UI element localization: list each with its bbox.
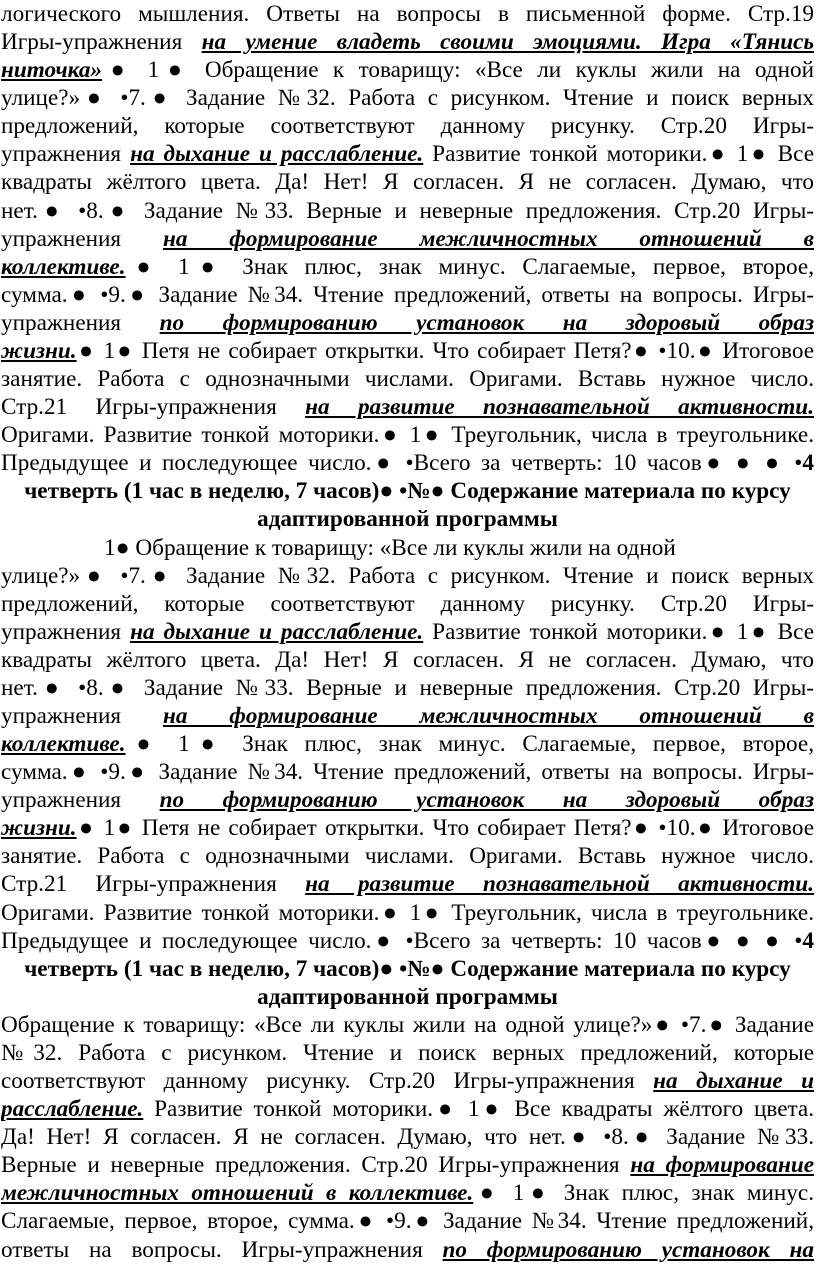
text-line	[1, 504, 814, 534]
text-line	[1, 673, 814, 703]
text-line	[1, 1010, 814, 1040]
text-line	[1, 561, 814, 591]
emphasis-text: по формированию установок на	[442, 1236, 814, 1263]
text-segment: ● 1● Петя не собирает открытки. Что собирает Петя?● •10.● Итоговое	[76, 815, 814, 842]
text-line	[1, 139, 814, 169]
text-line	[1, 1066, 814, 1096]
text-line	[1, 280, 814, 310]
text-segment: Предыдущее и последующее число.● •Всего за четверть: 10 часов● ● ● •	[1, 450, 803, 477]
emphasis-text: на дыхание и	[653, 1068, 814, 1095]
text-segment: ● 1● Обращение к товарищу: «Все ли куклы жили на одной	[102, 57, 814, 84]
text-segment: Развитие тонкой моторики.● 1● Все	[423, 618, 814, 645]
text-segment: Стр.21 Игры-упражнения	[1, 394, 306, 421]
emphasis-text: на дыхание и расслабление.	[130, 618, 424, 645]
text-line	[1, 196, 814, 226]
text-segment: №32. Работа с рисунком. Чтение и поиск верных предложений, которые	[1, 1039, 814, 1066]
text-segment: Оригами. Развитие тонкой моторики.● 1● Треугольник, числа в треугольнике.	[1, 899, 814, 926]
text-line	[1, 701, 814, 731]
emphasis-text: ниточка»	[1, 57, 103, 84]
text-line	[1, 1178, 814, 1208]
text-segment: Развитие тонкой моторики.● 1● Все	[423, 141, 814, 168]
text-segment: улице?»● •7.● Задание №32. Работа с рисунком. Чтение и поиск верных	[1, 85, 814, 112]
text-segment: упражнения	[1, 618, 131, 645]
text-segment: занятие. Работа с однозначными числами. Оригами. Вставь нужное число.	[1, 366, 814, 393]
text-line	[1, 0, 814, 29]
text-segment: Стр.21 Игры-упражнения	[1, 871, 306, 898]
emphasis-text: жизни.	[1, 815, 77, 842]
text-segment: ● 1● Знак плюс, знак минус. Слагаемые, первое, второе,	[125, 731, 814, 758]
text-line	[1, 785, 814, 815]
emphasis-text: на развитие познавательной активности.	[305, 394, 814, 421]
text-line	[1, 111, 814, 141]
text-segment: упражнения	[1, 141, 131, 168]
text-segment: Предыдущее и последующее число.● •Всего за четверть: 10 часов● ● ● •	[1, 927, 803, 954]
text-line	[1, 1122, 814, 1152]
emphasis-text: на развитие познавательной активности.	[305, 871, 814, 898]
text-segment: 4	[802, 927, 814, 954]
text-segment: Развитие тонкой моторики.● 1● Все квадраты жёлтого цвета.	[143, 1096, 814, 1123]
text-segment: Оригами. Развитие тонкой моторики.● 1● Треугольник, числа в треугольнике.	[1, 422, 814, 449]
emphasis-text: коллективе.	[1, 253, 126, 280]
text-segment: Обращение к товарищу: «Все ли куклы жили на одной улице?»● •7.● Задание	[1, 1011, 814, 1038]
text-line	[1, 1038, 814, 1068]
text-line	[1, 476, 814, 506]
text-segment: адаптированной программы	[257, 506, 558, 533]
text-segment: улице?»● •7.● Задание №32. Работа с рисунком. Чтение и поиск верных	[1, 562, 814, 589]
emphasis-text: на умение владеть своими эмоциями. Игра «Тянись	[201, 29, 814, 56]
emphasis-text: на формирование межличностных отношений в	[162, 225, 814, 252]
text-segment: занятие. Работа с однозначными числами. Оригами. Вставь нужное число.	[1, 843, 814, 870]
text-segment: адаптированной программы	[257, 983, 558, 1010]
emphasis-text: на формирование межличностных отношений в	[162, 703, 814, 729]
text-segment: четверть (1 час в неделю, 7 часов)● •№● Содержание материала по курсу	[24, 955, 791, 982]
emphasis-text: на дыхание и расслабление.	[130, 141, 424, 168]
text-line	[1, 448, 814, 478]
text-line	[1, 617, 814, 647]
text-line	[1, 869, 814, 899]
text-segment: Слагаемые, первое, второе, сумма.● •9.● Задание №34. Чтение предложений,	[1, 1208, 814, 1235]
text-line	[1, 167, 814, 197]
text-segment: квадраты жёлтого цвета. Да! Нет! Я согласен. Я не согласен. Думаю, что	[1, 646, 814, 673]
text-line	[1, 841, 814, 871]
text-line	[1, 336, 814, 366]
text-line	[1, 954, 814, 984]
text-line	[1, 1206, 814, 1236]
text-segment: 1● Обращение к товарищу: «Все ли куклы жили на одной	[104, 534, 676, 561]
text-line	[1, 729, 814, 759]
text-segment: сумма.● •9.● Задание №34. Чтение предложений, ответы на вопросы. Игры-	[1, 759, 814, 786]
text-line	[1, 898, 814, 928]
emphasis-text: по формированию установок на здоровый образ	[159, 309, 814, 336]
text-segment: ответы на вопросы. Игры-упражнения	[1, 1236, 443, 1263]
text-segment: упражнения	[1, 225, 163, 252]
text-segment: упражнения	[1, 703, 163, 729]
text-line	[1, 252, 814, 282]
text-line	[1, 308, 814, 338]
emphasis-text: жизни.	[1, 337, 77, 364]
text-line	[1, 392, 814, 422]
text-segment: логического мышления. Ответы на вопросы в письменной форме. Стр.19	[1, 1, 814, 27]
text-segment: предложений, которые соответствуют данному рисунку. Стр.20 Игры-	[1, 113, 814, 140]
text-segment: сумма.● •9.● Задание №34. Чтение предложений, ответы на вопросы. Игры-	[1, 281, 814, 308]
text-line	[1, 224, 814, 254]
text-line	[1, 420, 814, 450]
emphasis-text: коллективе.	[1, 731, 126, 758]
text-line	[1, 926, 814, 956]
text-segment: нет.● •8.● Задание №33. Верные и неверные предложения. Стр.20 Игры-	[1, 674, 814, 701]
text-segment: ● 1● Знак плюс, знак минус.	[473, 1180, 814, 1207]
text-line	[1, 27, 814, 57]
text-line	[1, 55, 814, 85]
text-line	[1, 757, 814, 787]
text-segment: Игры-упражнения	[1, 29, 202, 56]
text-segment: четверть (1 час в неделю, 7 часов)● •№● Содержание материала по курсу	[24, 478, 791, 505]
emphasis-text: по формированию установок на здоровый образ	[159, 787, 814, 814]
text-line	[1, 533, 814, 563]
text-segment: упражнения	[1, 787, 160, 814]
emphasis-text: расслабление.	[1, 1096, 144, 1123]
text-segment: упражнения	[1, 309, 160, 336]
text-line	[1, 645, 814, 675]
emphasis-text: межличностных отношений в коллективе.	[1, 1180, 474, 1207]
text-segment: Верные и неверные предложения. Стр.20 Игры-упражнения	[1, 1152, 631, 1179]
text-line	[1, 83, 814, 113]
text-line	[1, 1150, 814, 1180]
text-line	[1, 982, 814, 1012]
text-segment: квадраты жёлтого цвета. Да! Нет! Я согласен. Я не согласен. Думаю, что	[1, 169, 814, 196]
text-line	[1, 589, 814, 619]
emphasis-text: на формирование	[630, 1152, 814, 1179]
text-segment: Да! Нет! Я согласен. Я не согласен. Думаю, что нет.● •8.● Задание №33.	[1, 1124, 814, 1151]
text-line	[1, 1235, 814, 1265]
text-segment: 4	[802, 450, 814, 477]
text-segment: ● 1● Петя не собирает открытки. Что собирает Петя?● •10.● Итоговое	[76, 337, 814, 364]
text-segment: нет.● •8.● Задание №33. Верные и неверные предложения. Стр.20 Игры-	[1, 197, 814, 224]
text-line	[1, 1094, 814, 1124]
text-line	[1, 813, 814, 843]
text-segment: соответствуют данному рисунку. Стр.20 Игры-упражнения	[1, 1068, 654, 1095]
text-segment: ● 1● Знак плюс, знак минус. Слагаемые, первое, второе,	[125, 253, 814, 280]
text-segment: предложений, которые соответствуют данному рисунку. Стр.20 Игры-	[1, 590, 814, 617]
text-line	[1, 364, 814, 394]
